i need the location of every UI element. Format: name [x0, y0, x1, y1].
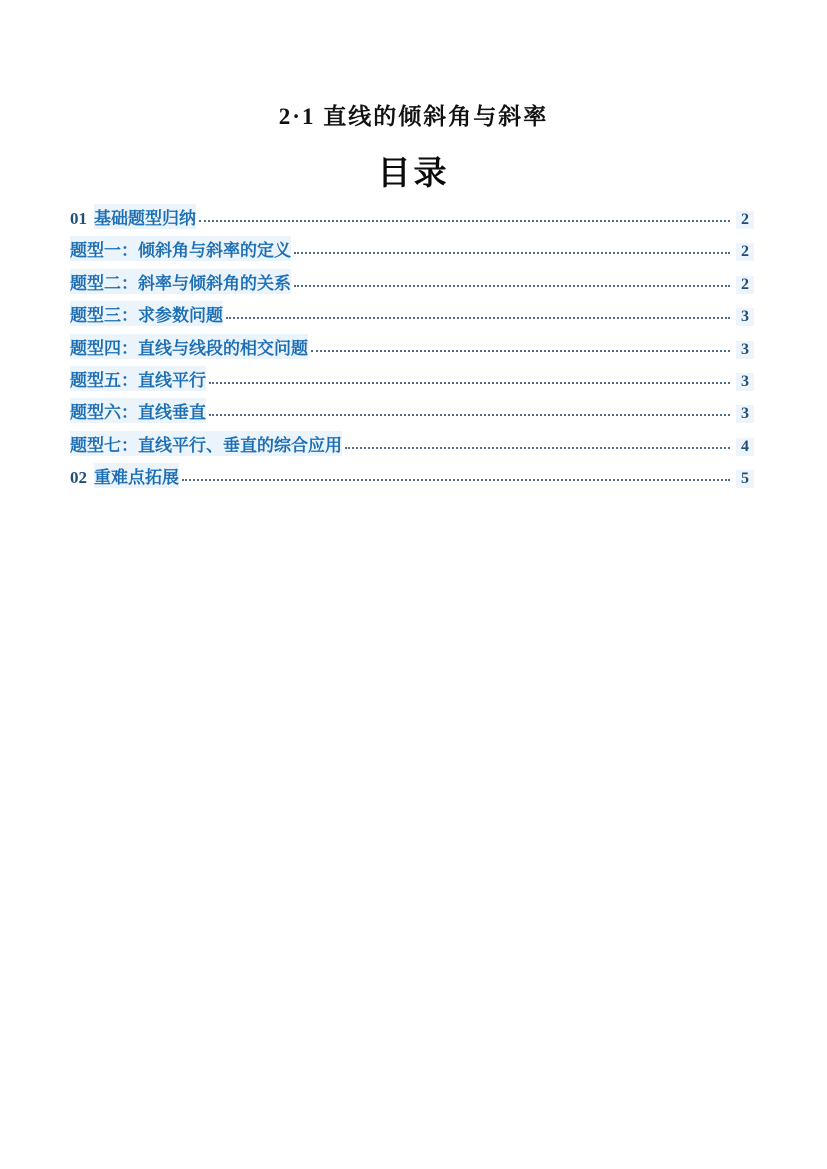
document-title: 2·1 直线的倾斜角与斜率: [278, 104, 549, 129]
dot-leader: [199, 220, 730, 222]
dot-leader: [226, 317, 730, 319]
toc-entry-label: 题型七：直线平行、垂直的综合应用: [70, 431, 342, 456]
toc-heading: 目录: [377, 154, 450, 191]
toc-entry-label: 重难点拓展: [94, 463, 179, 488]
toc-entry-label: 题型六：直线垂直: [70, 398, 206, 423]
toc-entry-page: 3: [736, 341, 754, 359]
toc-entry-label: 题型四：直线与线段的相交问题: [70, 334, 308, 359]
toc-entry-label: 基础题型归纳: [94, 204, 196, 229]
dot-leader: [182, 479, 730, 481]
toc-entry-label: 题型五：直线平行: [70, 366, 206, 391]
toc-entry-page: 3: [736, 373, 754, 391]
toc-entry-number: 01: [70, 209, 87, 228]
toc-entry[interactable]: [70, 334, 754, 366]
dot-leader: [311, 350, 730, 352]
dot-leader: [294, 285, 730, 287]
dot-leader: [209, 414, 730, 416]
table-of-contents: [70, 204, 754, 496]
toc-entry[interactable]: [70, 236, 754, 268]
toc-entry-page: 3: [736, 308, 754, 326]
toc-entry-page: 4: [736, 438, 754, 456]
toc-entry-page: 2: [736, 276, 754, 294]
toc-entry-number: 02: [70, 468, 87, 488]
toc-entry[interactable]: [70, 269, 754, 301]
dot-leader: [345, 447, 730, 449]
toc-entry-page: 3: [736, 405, 754, 423]
dot-leader: [209, 382, 730, 384]
toc-entry[interactable]: [70, 431, 754, 463]
toc-entry[interactable]: [70, 204, 754, 236]
toc-entry-label: 题型三：求参数问题: [70, 301, 223, 326]
toc-entry-page: 2: [736, 243, 754, 261]
dot-leader: [294, 252, 730, 254]
toc-entry[interactable]: [70, 366, 754, 398]
toc-entry-label: 题型二：斜率与倾斜角的关系: [70, 269, 291, 294]
toc-entry-page: 2: [736, 211, 754, 229]
toc-entry[interactable]: [70, 463, 754, 495]
toc-entry-page: 5: [736, 470, 754, 488]
toc-entry[interactable]: [70, 301, 754, 333]
toc-entry-label: 题型一：倾斜角与斜率的定义: [70, 236, 291, 261]
toc-entry[interactable]: [70, 398, 754, 430]
